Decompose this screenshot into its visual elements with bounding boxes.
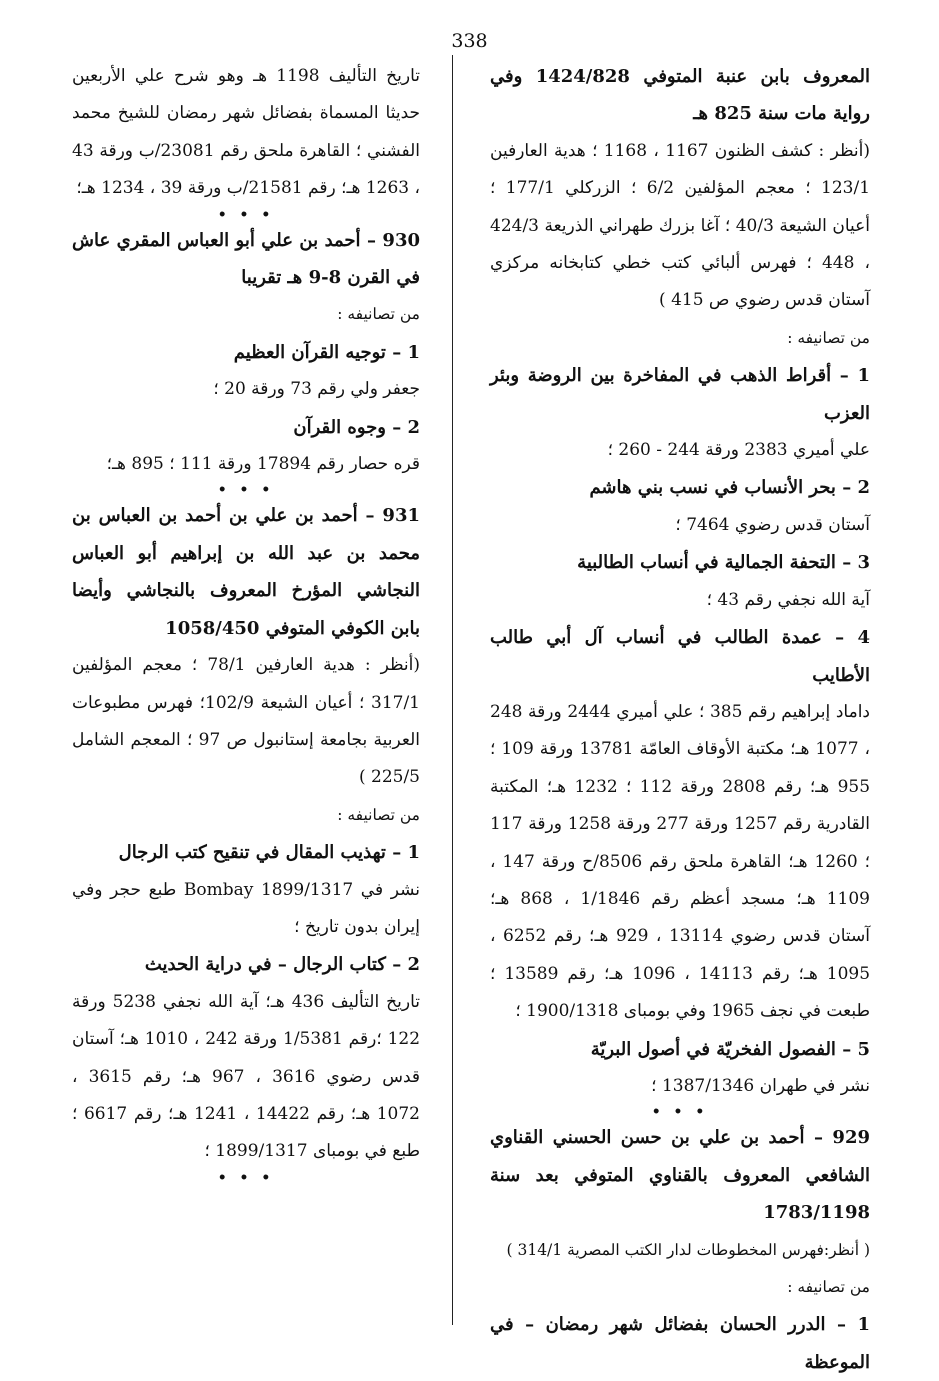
work-body: علي أميري 2383 ورقة 244 - 260 ؛: [607, 440, 870, 461]
works-label: من تصانيفه :: [787, 1278, 870, 1296]
work-body: نشر في طهران 1387/1346 ؛: [651, 1075, 870, 1096]
page-number: 338: [451, 30, 488, 52]
entry-928-references: (أنظر : كشف الظنون 1167 ، 1168 ؛ هدية العارفين 123/1 ؛ معجم المؤلفين 6/2 ؛ الزركلي 177/1 ؛ أعيان الشيعة 40/3 ؛ آغا بزرك طهراني الذريعة 424/3 ، 448 ؛ فهرس ألبائي كتب خطي كتابخانه مركزي آستان قدس رضوي ص 415 ): [490, 140, 871, 311]
works-label: من تصانيفه :: [337, 305, 420, 324]
work-title: 2 – بحر الأنساب في نسب بني هاشم: [589, 477, 870, 499]
work-title: 1 – تهذيب المقال في تنقيح كتب الرجال: [118, 842, 420, 864]
entry-929-references: ( أنظر:فهرس المخطوطات لدار الكتب المصرية 314/1 ): [506, 1240, 870, 1259]
left-column: [72, 58, 420, 1185]
work-title: 4 – عمدة الطالب في أنساب آل أبي طالب الأطايب: [490, 627, 870, 686]
section-separator: • • •: [651, 1104, 709, 1121]
right-column: [490, 58, 870, 1381]
work-title: 3 – التحفة الجمالية في أنساب الطالبية: [577, 552, 870, 574]
column-divider: [452, 55, 453, 1325]
work-body: جعفر ولي رقم 73 ورقة 20 ؛: [213, 379, 420, 400]
work-body: قره حصار رقم 17894 ورقة 111 ؛ 895 هـ؛: [106, 454, 420, 475]
works-label: من تصانيفه :: [787, 328, 870, 347]
section-separator: • • •: [217, 482, 275, 499]
work-body: نشر في Bombay 1899/1317 طبع حجر وفي إيران بدون تاريخ ؛: [72, 879, 420, 937]
entry-930-heading: 930 – أحمد بن علي أبو العباس المقري عاش في القرن 8-9 هـ تقريبا: [72, 229, 420, 289]
work-title: 2 – وجوه القرآن: [293, 416, 420, 438]
works-label: من تصانيفه :: [337, 805, 420, 824]
work-body: تاريخ التأليف 436 هـ؛ آية الله نجفي 5238 ورقة 122 ؛رقم 1/5381 ورقة 242 ، 1010 هـ؛ آستان قدس رضوي 3616 ، 967 هـ؛ رقم 3615 ، 1072 هـ؛ رقم 14422 ، 1241 هـ؛ رقم 6617 ؛ طبع في بومباى 1899/1317 ؛: [72, 991, 421, 1162]
work-title: 1 – أقراط الذهب في المفاخرة بين الروضة وبئر العزب: [490, 365, 870, 424]
work-body: داماد إبراهيم رقم 385 ؛ علي أميري 2444 ورقة 248 ، 1077 هـ؛ مكتبة الأوقاف العامّة 13781 ورقة 109 ؛ 955 هـ؛ رقم 2808 ورقة 112 ؛ 1232 هـ؛ المكتبة القادرية رقم 1257 ورقة 277 ورقة 1258 ورقة 117 ؛ 1260 هـ؛ القاهرة ملحق رقم 8506/ح ورقة 147 ، 1109 هـ؛ مسجد أعظم رقم 1/1846 ، 868 هـ؛ آستان قدس رضوي 13114 ، 929 هـ؛ رقم 6252 ، 1095 هـ؛ رقم 14113 ، 1096 هـ؛ رقم 13589 ؛ طبعت في نجف 1965 وفي بومباى 1900/1318 ؛: [490, 701, 871, 1022]
work-body: آية الله نجفي رقم 43 ؛: [706, 589, 870, 610]
work-body: آستان قدس رضوي 7464 ؛: [675, 514, 870, 535]
work-title: 2 – كتاب الرجال – في دراية الحديث: [144, 954, 420, 976]
work-title: 1 – توجيه القرآن العظيم: [233, 341, 420, 363]
entry-931-heading: 931 – أحمد بن علي بن أحمد بن العباس بن محمد بن عبد الله بن إبراهيم أبو العباس النجاشي المؤرخ المعروف بالنجاشي وأيضا بابن الكوفي المتوفي 1058/450: [72, 505, 420, 639]
entry-928-continuation: المعروف بابن عنبة المتوفي 1424/828 وفي رواية مات سنة 825 هـ: [490, 66, 870, 125]
work-title: 5 – الفصول الفخريّة في أصول البريّة: [590, 1038, 870, 1060]
section-separator: • • •: [217, 206, 275, 223]
entry-929-work-body: تاريخ التأليف 1198 هـ وهو شرح علي الأربعين حديثا المسماة بفضائل شهر رمضان للشيخ محمد الفشني ؛ القاهرة ملحق رقم 23081/ب ورقة 43 ، 1263 هـ؛ رقم 21581/ب ورقة 39 ، 1234 هـ؛: [72, 66, 421, 199]
entry-929-heading: 929 – أحمد بن علي بن حسن الحسني القناوي الشافعي المعروف بالقناوي المتوفي بعد سنة 1783/1198: [490, 1127, 870, 1224]
section-separator: • • •: [217, 1169, 275, 1186]
entry-931-references: (أنظر : هدية العارفين 78/1 ؛ معجم المؤلفين 317/1 ؛ أعيان الشيعة 102/9؛ فهرس مطبوعات العربية بجامعة إستانبول ص 97 ؛ المعجم الشامل 225/5 ): [72, 655, 420, 788]
work-title: 1 – الدرر الحسان بفضائل شهر رمضان – في الموعظة: [490, 1314, 870, 1373]
